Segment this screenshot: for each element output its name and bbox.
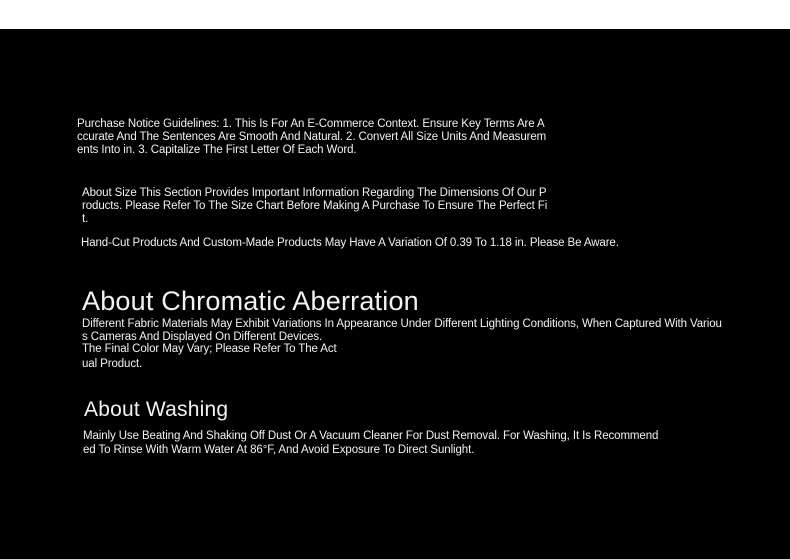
final-color-note: The Final Color May Vary; Please Refer To The Actual Product. <box>82 343 337 370</box>
washing-heading: About Washing <box>84 398 229 421</box>
size-variation-note: Hand-Cut Products And Custom-Made Products May Have A Variation Of 0.39 To 1.18 in. Please Be Aware. <box>81 237 619 249</box>
about-size-text: About Size This Section Provides Important Information Regarding The Dimensions Of Our Products. Please Refer To The Size Chart Before Making A Purchase To Ensure The Perfect Fit. <box>82 187 548 225</box>
chromatic-aberration-heading: About Chromatic Aberration <box>82 286 419 316</box>
purchase-notice-text: Purchase Notice Guidelines: 1. This Is For An E-Commerce Context. Ensure Key Terms Are Accurate And The Sentences Are Smooth And Natural. 2. Convert All Size Units And Measurements Into in. 3. Capitalize The First Letter Of Each Word. <box>77 118 547 156</box>
washing-body: Mainly Use Beating And Shaking Off Dust Or A Vacuum Cleaner For Dust Removal. For Washing, It Is Recommended To Rinse With Warm Water At 86°F, And Avoid Exposure To Direct Sunlight. <box>83 430 659 456</box>
product-info-panel <box>0 29 790 559</box>
chromatic-aberration-body: Different Fabric Materials May Exhibit Variations In Appearance Under Different Lighting Conditions, When Captured With Various Cameras And Displayed On Different Devices. <box>82 318 722 343</box>
top-white-strip <box>0 0 790 29</box>
